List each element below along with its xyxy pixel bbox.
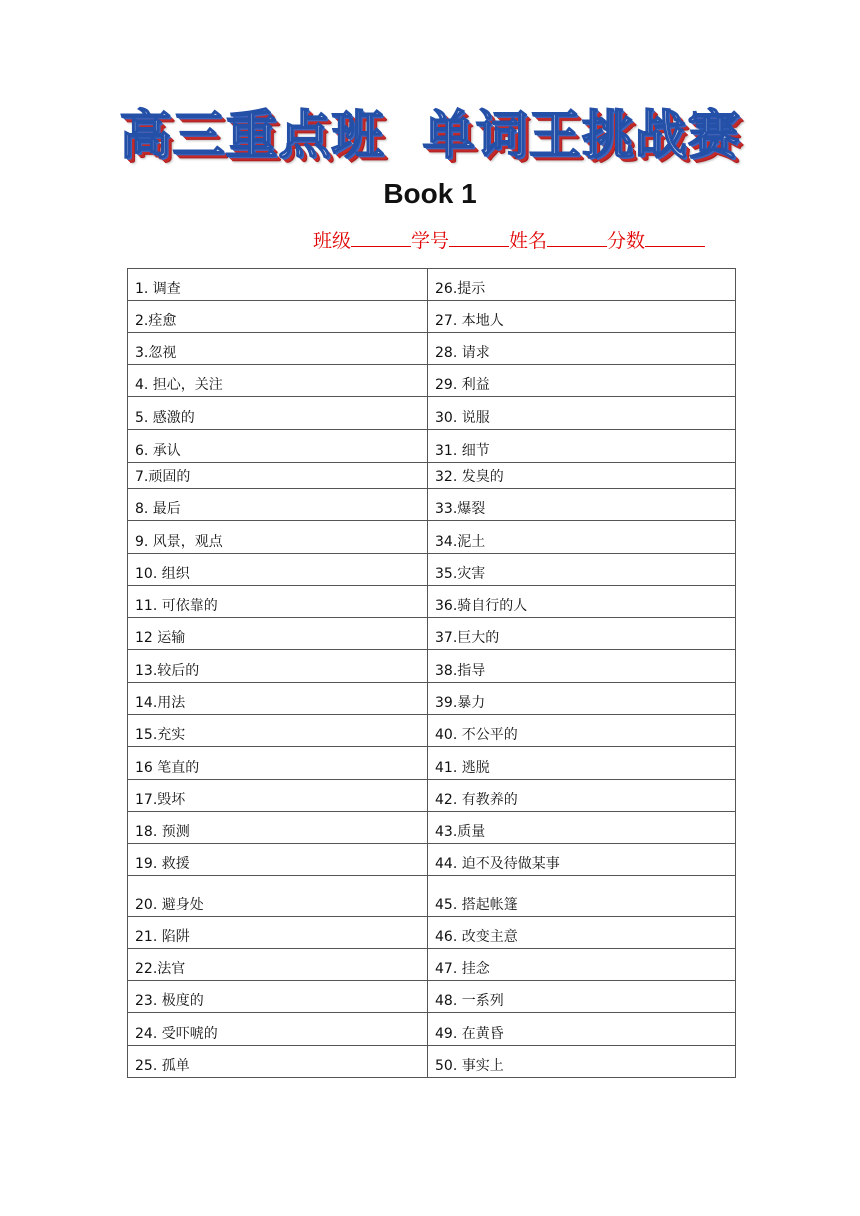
table-row bbox=[128, 844, 736, 876]
table-row bbox=[128, 463, 736, 489]
vocab-item-right: 32. 发臭的 bbox=[428, 463, 736, 489]
vocab-item-left: 9. 风景，观点 bbox=[128, 521, 428, 554]
vocab-item-right: 27. 本地人 bbox=[428, 301, 736, 333]
table-row bbox=[128, 747, 736, 780]
table-row bbox=[128, 489, 736, 521]
vocab-item-right: 42. 有教养的 bbox=[428, 780, 736, 812]
score-label: 分数 bbox=[607, 230, 646, 252]
vocab-item-left: 15.充实 bbox=[128, 715, 428, 747]
vocab-item-right: 31. 细节 bbox=[428, 430, 736, 463]
table-row bbox=[128, 397, 736, 430]
vocab-item-left: 5. 感激的 bbox=[128, 397, 428, 430]
table-row bbox=[128, 618, 736, 650]
vocab-item-left: 2.痊愈 bbox=[128, 301, 428, 333]
vocab-item-left: 25. 孤单 bbox=[128, 1046, 428, 1078]
student-id-label: 学号 bbox=[411, 230, 450, 252]
table-row bbox=[128, 981, 736, 1013]
vocab-item-right: 36.骑自行的人 bbox=[428, 586, 736, 618]
vocab-item-right: 44. 迫不及待做某事 bbox=[428, 844, 736, 876]
vocab-item-left: 6. 承认 bbox=[128, 430, 428, 463]
vocab-item-left: 10. 组织 bbox=[128, 554, 428, 586]
vocab-item-right: 41. 逃脱 bbox=[428, 747, 736, 780]
vocab-item-right: 29. 利益 bbox=[428, 365, 736, 397]
vocab-item-left: 13.较后的 bbox=[128, 650, 428, 683]
table-row bbox=[128, 430, 736, 463]
vocab-item-right: 28. 请求 bbox=[428, 333, 736, 365]
vocab-item-left: 22.法官 bbox=[128, 949, 428, 981]
vocab-item-right: 47. 挂念 bbox=[428, 949, 736, 981]
vocab-item-left: 17.毁坏 bbox=[128, 780, 428, 812]
vocab-item-left: 14.用法 bbox=[128, 683, 428, 715]
vocab-item-right: 37.巨大的 bbox=[428, 618, 736, 650]
table-row bbox=[128, 917, 736, 949]
table-row bbox=[128, 333, 736, 365]
table-row bbox=[128, 301, 736, 333]
name-blank[interactable] bbox=[547, 226, 607, 247]
vocab-item-right: 43.质量 bbox=[428, 812, 736, 844]
vocab-item-right: 35.灾害 bbox=[428, 554, 736, 586]
vocabulary-table-body bbox=[128, 269, 736, 1078]
vocab-item-left: 20. 避身处 bbox=[128, 876, 428, 917]
vocab-item-left: 11. 可依靠的 bbox=[128, 586, 428, 618]
table-row bbox=[128, 812, 736, 844]
table-row bbox=[128, 650, 736, 683]
vocab-item-left: 23. 极度的 bbox=[128, 981, 428, 1013]
page-title: 高三重点班 单词王挑战赛 bbox=[119, 105, 741, 166]
vocab-item-right: 34.泥土 bbox=[428, 521, 736, 554]
table-row bbox=[128, 876, 736, 917]
table-row bbox=[128, 780, 736, 812]
vocab-item-right: 39.暴力 bbox=[428, 683, 736, 715]
vocabulary-table bbox=[127, 268, 736, 1078]
table-row bbox=[128, 715, 736, 747]
table-row bbox=[128, 949, 736, 981]
vocab-item-right: 40. 不公平的 bbox=[428, 715, 736, 747]
vocab-item-right: 38.指导 bbox=[428, 650, 736, 683]
table-row bbox=[128, 1046, 736, 1078]
table-row bbox=[128, 521, 736, 554]
table-row bbox=[128, 365, 736, 397]
table-row bbox=[128, 269, 736, 301]
vocab-item-right: 33.爆裂 bbox=[428, 489, 736, 521]
table-row bbox=[128, 586, 736, 618]
vocab-item-left: 8. 最后 bbox=[128, 489, 428, 521]
student-id-blank[interactable] bbox=[449, 226, 509, 247]
vocab-item-right: 30. 说服 bbox=[428, 397, 736, 430]
book-subtitle: Book 1 bbox=[383, 178, 477, 209]
score-blank[interactable] bbox=[645, 226, 705, 247]
vocab-item-left: 12 运输 bbox=[128, 618, 428, 650]
vocab-item-right: 46. 改变主意 bbox=[428, 917, 736, 949]
student-info-line bbox=[313, 226, 705, 255]
table-row bbox=[128, 1013, 736, 1046]
table-row bbox=[128, 683, 736, 715]
name-label: 姓名 bbox=[509, 230, 548, 252]
vocab-item-left: 19. 救援 bbox=[128, 844, 428, 876]
vocab-item-right: 45. 搭起帐篷 bbox=[428, 876, 736, 917]
vocab-item-left: 21. 陷阱 bbox=[128, 917, 428, 949]
class-label: 班级 bbox=[313, 230, 352, 252]
vocab-item-right: 49. 在黄昏 bbox=[428, 1013, 736, 1046]
vocab-item-left: 1. 调查 bbox=[128, 269, 428, 301]
vocab-item-left: 16 笔直的 bbox=[128, 747, 428, 780]
class-blank[interactable] bbox=[351, 226, 411, 247]
vocab-item-right: 50. 事实上 bbox=[428, 1046, 736, 1078]
vocab-item-left: 3.忽视 bbox=[128, 333, 428, 365]
vocab-item-left: 7.顽固的 bbox=[128, 463, 428, 489]
vocab-item-right: 26.提示 bbox=[428, 269, 736, 301]
vocab-item-left: 18. 预测 bbox=[128, 812, 428, 844]
vocab-item-left: 24. 受吓唬的 bbox=[128, 1013, 428, 1046]
vocab-item-left: 4. 担心，关注 bbox=[128, 365, 428, 397]
vocab-item-right: 48. 一系列 bbox=[428, 981, 736, 1013]
table-row bbox=[128, 554, 736, 586]
